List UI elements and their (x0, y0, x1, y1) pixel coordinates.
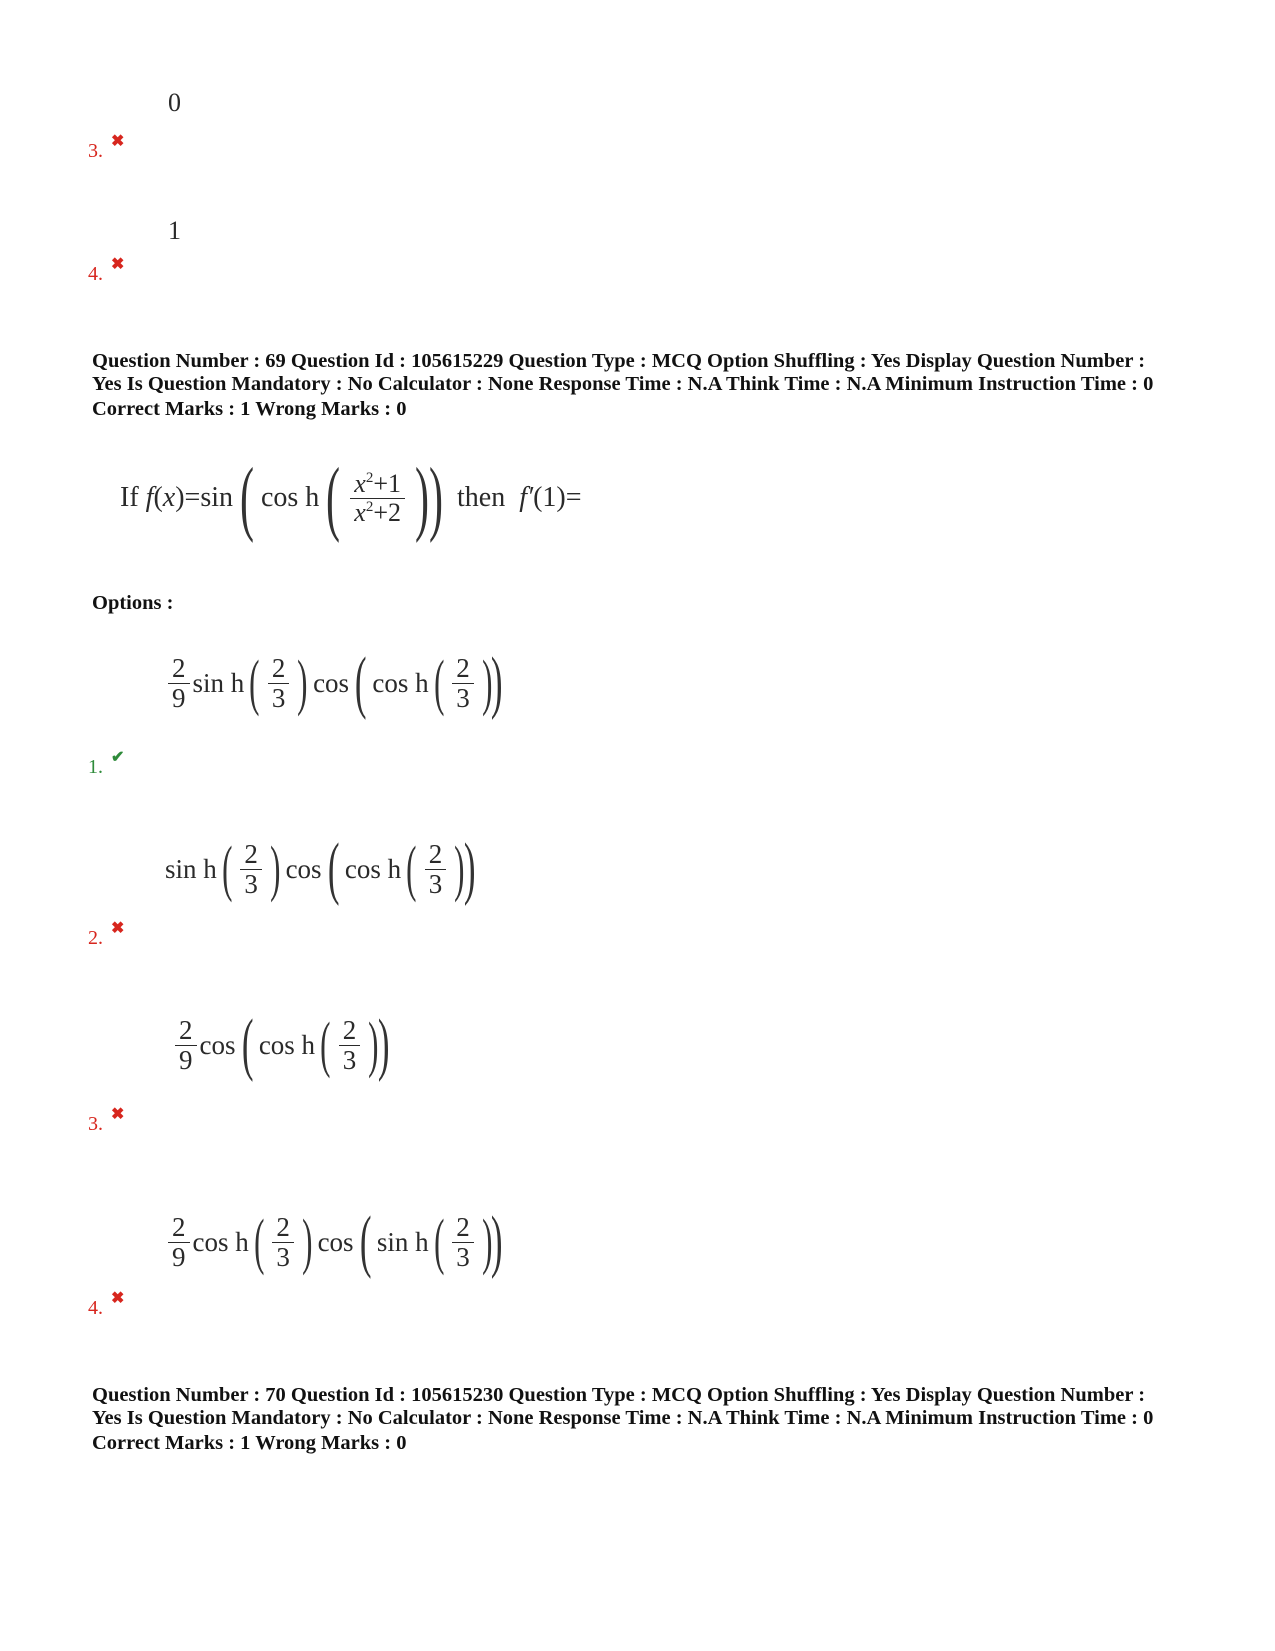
cos: cos (199, 1029, 236, 1060)
option-number: 4. (88, 1297, 103, 1319)
den-tail: +2 (373, 497, 402, 527)
stem-f: f (145, 482, 154, 513)
prev-option-3-value: 0 (168, 88, 181, 117)
stem-if: If (120, 482, 139, 513)
num: 2 (276, 1212, 290, 1243)
options-label: Options : (92, 592, 174, 614)
num: 2 (342, 1015, 357, 1046)
option-number: 3. (88, 1113, 103, 1135)
den-x: x (354, 497, 366, 527)
question-70-marks: Correct Marks : 1 Wrong Marks : 0 (92, 1432, 407, 1454)
cosh: cos h (192, 1226, 249, 1257)
question-69-marks: Correct Marks : 1 Wrong Marks : 0 (92, 398, 407, 420)
fraction (452, 1213, 474, 1271)
fraction (425, 840, 447, 898)
sinh: sin h (376, 1226, 429, 1257)
stem-cosh: cos h (260, 482, 320, 513)
prev-option-3 (88, 133, 125, 163)
cross-icon: ✖ (111, 133, 125, 150)
num: 2 (179, 1015, 193, 1046)
den: 3 (272, 1242, 294, 1271)
den: 3 (339, 1045, 361, 1074)
meta-line: Yes Is Question Mandatory : No Calculator : None Response Time : N.A Think Time : N.A Minimum Instruction Time : 0 (92, 373, 1154, 395)
num: 2 (172, 653, 186, 684)
den: 3 (452, 683, 474, 712)
option-number: 2. (88, 927, 103, 949)
fraction (168, 1213, 190, 1271)
cosh: cos h (372, 667, 429, 698)
den-exp: 2 (365, 498, 374, 515)
den: 3 (452, 1242, 474, 1271)
cos: cos (317, 1226, 354, 1257)
cross-icon: ✖ (111, 920, 125, 937)
prev-option-4 (88, 256, 125, 286)
option-1-expression: $\frac{2}{9}$ sin h ( $\frac{2}{3}$ ) cos ( cos h ( $\frac{2}{3}$ ) ) (165, 648, 509, 718)
cross-icon: ✖ (111, 1290, 125, 1307)
den: 3 (240, 869, 262, 898)
num: 2 (428, 839, 443, 870)
option-2-expression: sin h ( $\frac{2}{3}$ ) cos ( cos h ( $\frac{2}{3}$ ) ) (165, 830, 476, 907)
prev-option-4-value: 1 (168, 216, 181, 245)
fraction (175, 1016, 197, 1074)
cosh: cos h (344, 853, 402, 884)
option-3[interactable] (88, 1106, 125, 1136)
question-69-meta (92, 350, 1202, 396)
den: 9 (168, 1242, 190, 1271)
cosh: cos h (258, 1029, 316, 1060)
meta-line: Question Number : 70 Question Id : 105615230 Question Type : MCQ Option Shuffling : Yes Display Question Number : (92, 1384, 1146, 1406)
stem-sin: )=sin (175, 482, 233, 513)
cos: cos (285, 853, 322, 884)
option-2[interactable] (88, 920, 125, 950)
num: 2 (244, 839, 258, 870)
num: 2 (172, 1212, 186, 1243)
num-exp: 2 (365, 470, 374, 487)
check-icon: ✔ (111, 749, 125, 766)
fraction (240, 840, 262, 898)
den: 3 (425, 869, 447, 898)
cos: cos (313, 667, 350, 698)
option-number: 4. (88, 263, 103, 285)
num-x: x (354, 469, 366, 499)
cross-icon: ✖ (111, 256, 125, 273)
question-69-stem: If f ( x )=sin ( cos h ( $\frac{x^2+1}{x^2+2}$ ) ) then f′ (1)= (120, 451, 582, 544)
den: 9 (168, 683, 190, 712)
stem-x: x (162, 482, 176, 513)
sinh: sin h (192, 667, 245, 698)
option-1[interactable] (88, 749, 125, 779)
stem-arg: (1)= (533, 482, 582, 513)
option-number: 3. (88, 140, 103, 162)
meta-line: Yes Is Question Mandatory : No Calculator : None Response Time : N.A Think Time : N.A Minimum Instruction Time : 0 (92, 1407, 1154, 1429)
option-4[interactable] (88, 1290, 125, 1320)
den: 9 (175, 1045, 197, 1074)
question-70-meta (92, 1384, 1202, 1430)
meta-line: Question Number : 69 Question Id : 105615229 Question Type : MCQ Option Shuffling : Yes Display Question Number : (92, 350, 1146, 372)
stem-then: then (456, 482, 506, 513)
fraction (268, 654, 290, 712)
num-tail: +1 (373, 469, 402, 499)
num: 2 (456, 653, 470, 684)
cross-icon: ✖ (111, 1106, 125, 1123)
option-number: 1. (88, 756, 103, 778)
stem-fprime: f′ (519, 482, 534, 513)
stem-fraction (350, 470, 405, 526)
option-4-expression: $\frac{2}{9}$ cos h ( $\frac{2}{3}$ ) cos ( sin h ( $\frac{2}{3}$ ) ) (165, 1207, 509, 1277)
den: 3 (268, 683, 290, 712)
fraction (168, 654, 190, 712)
fraction (339, 1016, 361, 1074)
num: 2 (456, 1212, 470, 1243)
option-3-expression: $\frac{2}{9}$ cos ( cos h ( $\frac{2}{3}$ ) ) (172, 1010, 395, 1080)
fraction (272, 1213, 294, 1271)
num: 2 (271, 653, 286, 684)
sinh: sin h (165, 853, 217, 884)
fraction (452, 654, 474, 712)
